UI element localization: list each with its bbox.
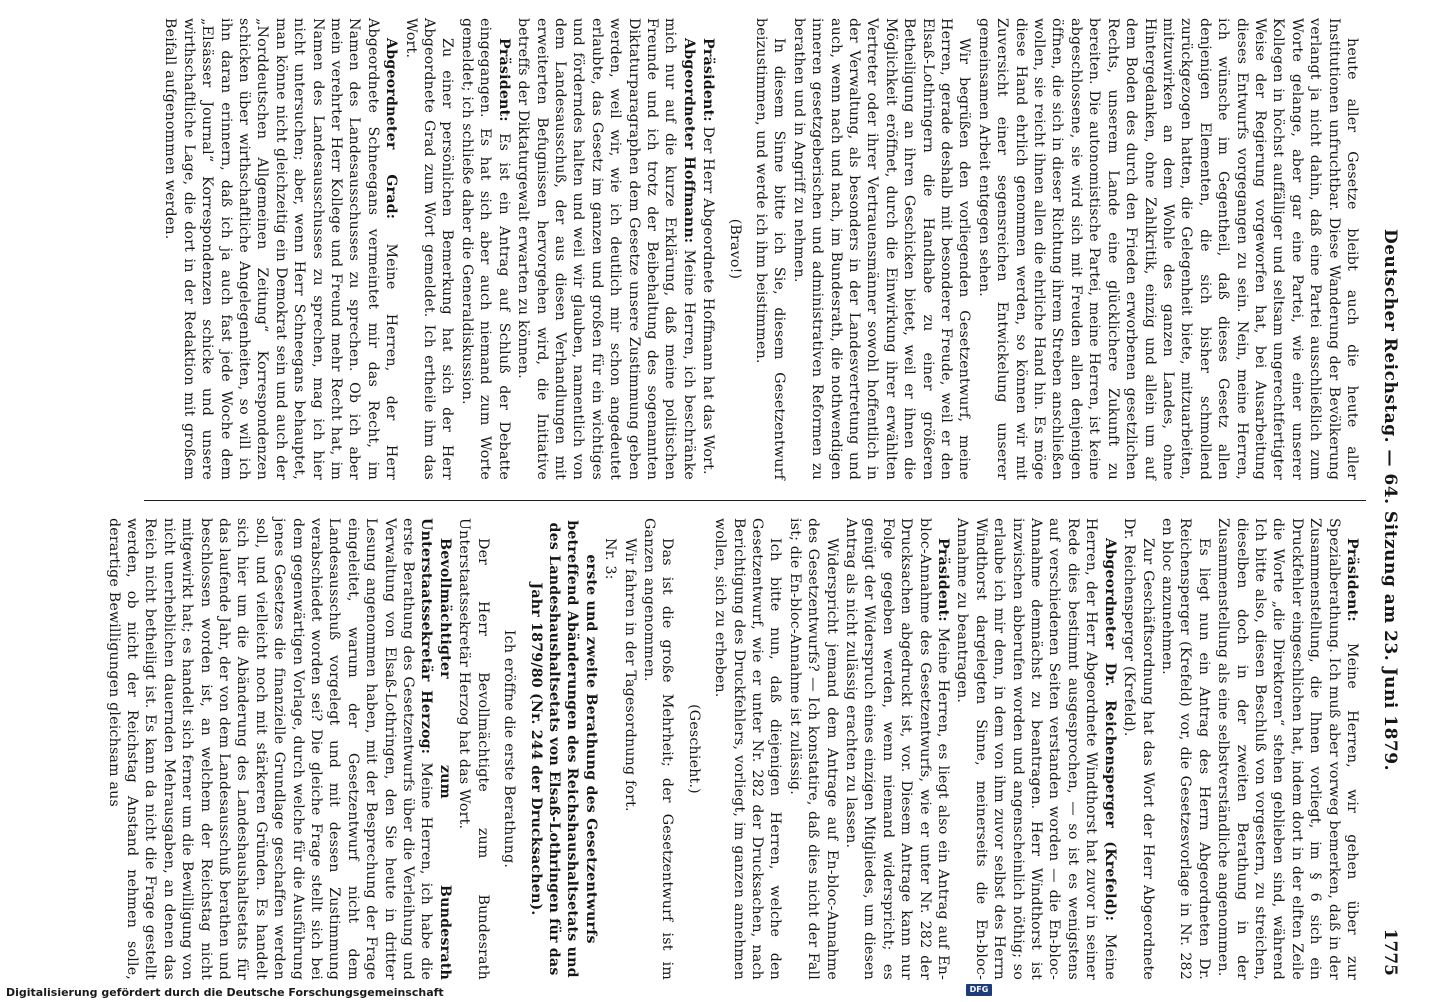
paragraph-text: Der Herr Bevollmächtigte zum Bundesrath Unterstaatssekretär Herzog hat das Wort. xyxy=(456,518,491,980)
paragraph-text: Zur Geschäftsordnung hat das Wort der Herr Abgeordnete Dr. Reichensperger (Krefeld). xyxy=(1121,518,1156,980)
paragraph xyxy=(500,518,518,980)
paragraph xyxy=(640,518,677,980)
speaker-name: Präsident: xyxy=(700,38,717,122)
paragraph xyxy=(842,518,952,980)
paragraph-text: Zu einer persönlichen Bemerkung hat sich der Herr Abgeordnete Grad zum Wort gemeldet. Ich ertheile ihm das Wort. xyxy=(402,18,456,480)
paragraph xyxy=(725,18,743,480)
paragraph xyxy=(458,18,513,480)
paragraph-text: Es liegt nun ein Antrag des Herrn Abgeordneten Dr. Reichensperger (Krefeld) vor, die Gesetzesvorlage in Nr. 282 en bloc anzunehmen. xyxy=(1158,518,1212,980)
paragraph-text: Wir begrüßen den vorliegenden Gesetzentwurf, meine Herren, gerade deshalb mit besonderer Freude, weil er den Elsaß-Lothringern die Handhabe zu einer größeren Betheiligung an ihren Geschicken bietet, weil er ihnen die Möglichkeit eröffnet, durch die Einwirkung ihrer erwählten Vertreter oder ihrer Vertrauensmänner sowohl hoffentlich in der Verwaltung, als besonders in der Landesvertretung und auch, wenn nach und nach, im Bundesrath, die nothwendigen inneren gesetzgeberischen und administrativen Reformen zu berathen und in Angriff zu nehmen. xyxy=(790,18,973,480)
paragraph xyxy=(514,18,698,480)
left-column xyxy=(146,18,1361,480)
paragraph xyxy=(161,18,400,480)
speaker-name: Bevollmächtigter zum Bundesrath Unterstaatssekretär Herzog: xyxy=(418,518,453,980)
running-head-title: Deutscher Reichstag. — 64. Sitzung am 23. Juni 1879. xyxy=(1380,229,1400,771)
paragraph-text: Meine Herren, wir gehen über zur Spezialberathung. Ich muß aber vorweg bemerken, daß in der Zusammenstellung, die Ihnen vorliegt, im § 6 sich ein Druckfehler eingeschlichen hat, indem dort in der elften Zeile die Worte „die Direktoren“ stehen geblieben sind, während Ich bitte also, diesen Beschluß von vorgestern, zu streichen, dieselben doch in der zweiten Berathung in der Zusammenstellung als eine selbstverständliche angenommen. xyxy=(1215,518,1360,980)
paragraph-text: Wir fahren in der Tagesordnung fort. xyxy=(621,538,638,812)
speaker-name: Präsident: xyxy=(935,538,952,622)
paragraph-text: Ich bitte nun, daß diejenigen Herren, welche den Gesetzentwurf, wie er unter Nr. 282 der Drucksachen, nach Berichtigung des Druckfehlers, vorliegt, im ganzen annehmen wollen, sich zu erheben. xyxy=(712,518,784,980)
paragraph-text: Meine Herren, der Herr Abgeordnete Schneegans vermeintet mir das Recht, im Namen des Landesausschusses zu sprechen. Ob ich aber mein verehrter Herr Kollege und Freund mehr Recht hat, im Namen des Landesausschusses zu sprechen, mag ich hier nicht untersuchen; aber, wenn Herr Schneegans behauptet, man könne nicht gleichzeitig ein Demokrat sein und auch der „Norddeutschen Allgemeinen Zeitung“ Korrespondenzen schicken über wirthschaftliche Angelegenheiten, so will ich ihn daran erinnern, daß ich ja auch fast jede Woche dem „Elsässer Journal“ Korrespondenzen schicke und unsere wirthschaftliche Lage, die dort in der Redaktion mit großem Beifall aufgenommen werden. xyxy=(162,18,400,480)
paragraph-text: Es ist ein Antrag auf Schluß der Debatte eingegangen. Es hat sich aber auch niemand zum Worte gemeldet; ich schließe daher die Generaldiskussion. xyxy=(458,18,512,480)
paragraph xyxy=(401,18,456,480)
paragraph-text: Meine Herren, ich habe die erste Berathung des Gesetzentwurfs über die Verleihung und Verwaltung von Elsaß-Lothringen, den Sie heute in dritter Lesung angenommen haben, mit der Besprechung der Frage eingeleitet, warum der Gesetzentwurf nicht dem Landesausschuß vorgelegt und mit dessen Zustimmung verabschiedet worden sei? Die gleiche Frage stellt sich bei dem gegenwärtigen Vorlage, durch welche für die Ausführung jenes Gesetzes die finanzielle Grundlage geschaffen werden soll, und vielleicht noch mit stärkeren Gründen. Es handelt sich hier um die Abänderung des Landeshaushaltsetats für das laufende Jahr, der von dem Landesausschuß berathen und beschlossen worden ist, an welchem der Reichstag nicht mitgewirkt hat; es handelt sich ferner um die Bewilligung von nicht unerheblichen dauernden Mehrausgaben, an denen das Reich nicht betheiligt ist. Es kann da nicht die Frage gestellt werden, ob nicht der Reichstag Anstand nehmen solle, derartige Bewilligungen gleichsam aus xyxy=(105,518,435,981)
paragraph-text: Meine Herren, der Herr Abgeordnete Windthorst hat zuvor in seiner Rede dies bestimmt ausgesprochen, — so ist es wenigstens auf verschiedenen Seiten verstanden worden — die En-bloc-Annahme demnächst zu beantragen. Herr Windthorst ist inzwischen abberufen worden und angenscheinlich nöthig; so erlaube ich mir denn, in dem von ihm zuvor selbst des Herrn Windthorst dargelegten Sinne, meinerseits die En-bloc-Annahme zu beantragen. xyxy=(954,518,1118,980)
paragraph xyxy=(620,518,638,980)
speaker-name: Abgeordneter Grad: xyxy=(383,38,400,220)
footer xyxy=(0,982,1000,1002)
dfg-logo: DFG xyxy=(966,984,992,996)
paragraph xyxy=(1214,518,1361,980)
paragraph xyxy=(526,518,600,980)
paragraph-text: Meine Herren, es liegt also ein Antrag auf En-bloc-Annahme des Gesetzentwurfs, wie er unter Nr. 282 der Drucksachen abgedruckt ist, vor. Diesem Antrage kann nur Folge gegeben werden, wenn niemand widerspricht; es genügt der Widerspruch eines einzigen Mitgliedes, um diesen Antrag als nicht zulässig erachten zu lassen. xyxy=(843,518,952,980)
paragraph-text: Ich eröffne die erste Berathung. xyxy=(501,629,518,869)
running-head xyxy=(1368,18,1408,982)
paragraph-text: Meine Herren, ich beschränke mich nur auf die kurze Erklärung, daß meine politischen Freunde und ich trotz der Beibehaltung des sogenannten Diktaturparagraphen dem Gesetze unsere Zustimmung geben werden, weil wir, wie ich deutlich mir schon angedeutet erlaubte, das Gesetz im ganzen und großen für ein wichtiges und förderndes halten und weil wir glauben, namentlich von dem Landesausschuß, der aus diesen Verhandlungen mit erweiterten Befugnissen hervorgehen wird, die Initiative betreffs der Diktaturgewalt erwarten zu können. xyxy=(515,18,697,480)
paragraph-text: erste und zweite Berathung des Gesetzentwurfs betreffend Abänderungen des Reichshaushaltsetats und des Landeshaushaltsetats von Elsaß-Lothringen für das Jahr 1879/80 (Nr. 244 der Drucksachen). xyxy=(527,520,599,978)
paragraph xyxy=(601,518,619,980)
paragraph-text: Das ist die große Mehrheit; der Gesetzentwurf ist im Ganzen angenommen. xyxy=(640,518,676,980)
paragraph xyxy=(789,18,973,480)
paragraph-text: (Geschieht.) xyxy=(685,704,702,794)
paragraph xyxy=(684,518,702,980)
paragraph xyxy=(785,518,840,980)
paragraph xyxy=(455,518,492,980)
document-page xyxy=(96,0,1416,1000)
paragraph-text: Nr. 3: xyxy=(602,538,619,580)
paragraph-text: heute aller Gesetze bleibt auch die heute aller Institutionen unfruchtbar. Diese Wanderung der Bevölkerung verlangt ja nicht dahin, daß eine Partei ausschließlich zum Worte gelange, aber gar eine Partei, wie einer unserer Kollegen in höchst auffälliger und seltsam ungerechtfertigter Weise der Regierung vorgeworfen hat, bei Ausarbeitung dieses Entwurfs vorgegangen zu sein. Nein, meine Herren, ich wünsche im Gegentheil, daß dieses Gesetz allen denjenigen Elementen, die sich bisher schmollend zurückgezogen hatten, die Gelegenheit biete, mitzuarbeiten, mitzuwirken an dem Wohle des ganzen Landes, ohne Hintergedanken, ohne Zahlkritik, einzig und allein um auf dem Boden des durch den Frieden erworbenen gesetzlichen Rechts, unserem Lande eine glücklichere Zukunft zu bereiten. Die autonomistische Partei, meine Herren, ist keine abgeschlossene, sie wird sich mit Freuden allen denjenigen öffnen, die sich in dieser Richtung ihrem Streben anschließen wollen, sie reicht ihnen allen die ehrliche Hand hin. Es möge diese Hand ehrlich genommen werden, so können wir mit Zuversicht einer segensreichen Entwickelung unserer gemeinsamen Arbeit entgegen sehen. xyxy=(975,18,1360,480)
paragraph xyxy=(711,518,785,980)
paragraph xyxy=(974,18,1361,480)
column-divider xyxy=(144,500,1366,501)
paragraph xyxy=(699,18,717,480)
paragraph-text: (Bravo!) xyxy=(726,218,743,280)
paragraph-text: Der Herr Abgeordnete Hoffmann hat das Wort. xyxy=(700,126,717,475)
speaker-name: Präsident: xyxy=(1344,538,1360,622)
speaker-name: Abgeordneter Hoffmann: xyxy=(680,38,697,244)
paragraph-text: In diesem Sinne bitte ich Sie, diesem Gesetzentwurf beizustimmen, und werde ich ihm beistimmen. xyxy=(753,18,788,480)
paragraph xyxy=(1120,518,1157,980)
speaker-name: Abgeordneter Dr. Reichensperger (Krefeld): xyxy=(1101,538,1118,922)
speaker-name: Präsident: xyxy=(495,38,512,122)
paragraph xyxy=(104,518,454,980)
right-column xyxy=(105,518,1361,981)
paragraph-text: Widerspricht jemand dem Antrage auf En-bloc-Annahme des Gesetzentwurfs? — Ich konstatire, daß dies nicht der Fall ist; die En-bloc-Annahme ist zulässig. xyxy=(786,518,840,980)
paragraph xyxy=(953,518,1119,980)
paragraph xyxy=(752,18,789,480)
paragraph xyxy=(1158,518,1213,980)
page-number: 1775 xyxy=(1380,928,1400,976)
digitization-credit: Digitalisierung gefördert durch die Deutsche Forschungsgemeinschaft xyxy=(6,986,444,999)
